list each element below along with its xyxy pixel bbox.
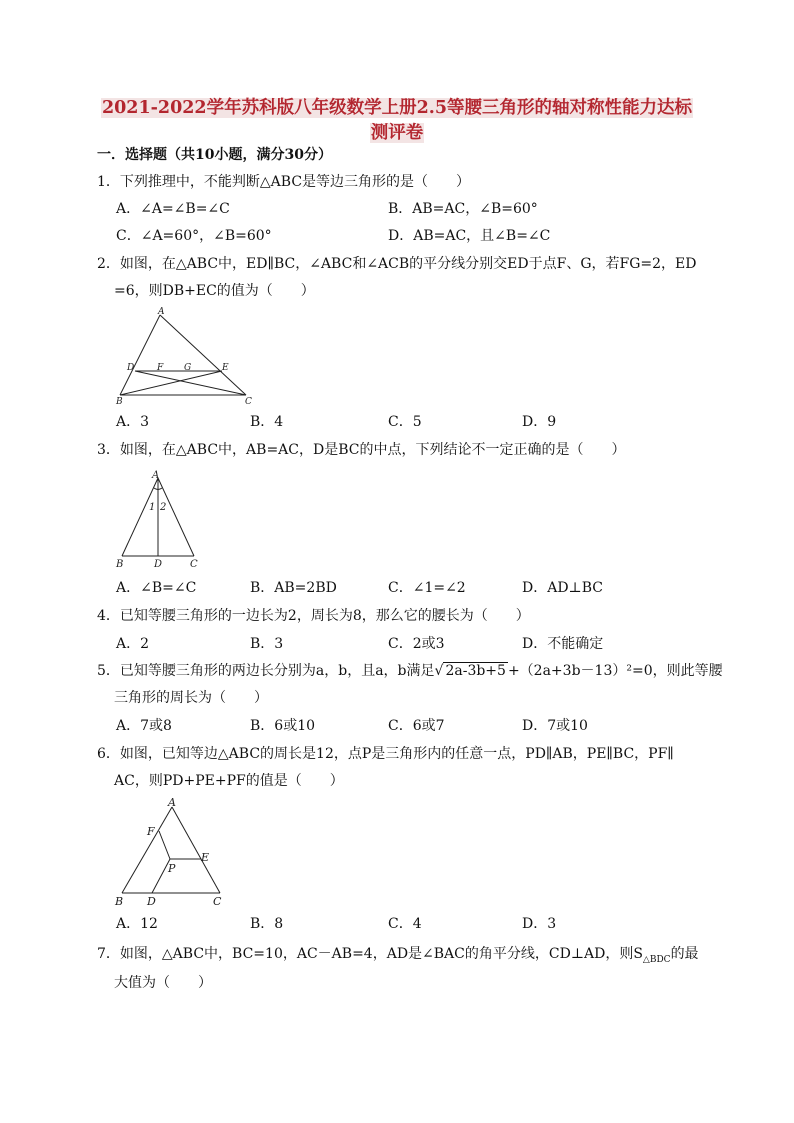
q3-option-c: C．∠1=∠2 (388, 580, 466, 596)
q5-option-d: D．7或10 (522, 718, 588, 734)
q7-subscript: △BDC (642, 954, 671, 965)
q1-option-c: C．∠A=60°，∠B=60° (116, 228, 272, 244)
q5-option-c: C．6或7 (388, 718, 445, 734)
q3-label-2: 2 (160, 502, 167, 513)
q1-option-d: D．AB=AC，且∠B=∠C (388, 228, 551, 244)
question-6-stem-line-1: 6．如图，已知等边△ABC的周长是12，点P是三角形内的任意一点，PD∥AB，PE∥BC，PF∥ (97, 746, 674, 762)
q4-option-d: D．不能确定 (522, 636, 604, 652)
q3-label-1: 1 (149, 502, 156, 513)
title-line-1: 2021-2022学年苏科版八年级数学上册2.5等腰三角形的轴对称性能力达标 (101, 98, 693, 118)
question-1-stem: 1．下列推理中，不能判断△ABC是等边三角形的是（ ） (97, 174, 471, 190)
q5-radicand: 2a-3b+5 (445, 663, 506, 679)
q2-label-d: D (127, 363, 135, 373)
q6-label-c: C (213, 895, 222, 907)
q3-option-a: A．∠B=∠C (116, 580, 197, 596)
q6-triangle-figure (112, 795, 232, 907)
q4-option-a: A．2 (116, 636, 150, 652)
q4-option-b: B．3 (250, 636, 284, 652)
q2-label-b: B (116, 397, 123, 407)
question-3-stem: 3．如图，在△ABC中，AB=AC，D是BC的中点，下列结论不一定正确的是（ ） (97, 442, 626, 458)
q2-option-b: B．4 (250, 414, 284, 430)
q5-option-b: B．6或10 (250, 718, 316, 734)
q3-label-b: B (116, 559, 124, 570)
q1-option-b: B．AB=AC，∠B=60° (388, 201, 538, 217)
question-2-stem-line-1: 2．如图，在△ABC中，ED∥BC，∠ABC和∠ACB的平分线分别交ED于点F、G，若FG=2，ED (97, 256, 697, 272)
q3-label-c: C (190, 559, 198, 570)
q5-option-a: A．7或8 (116, 718, 172, 734)
q1-option-a: A．∠A=∠B=∠C (116, 201, 230, 217)
q7-stem-prefix: 7．如图，△ABC中，BC=10，AC－AB=4，AD是∠BAC的角平分线，CD⊥AD，则S (97, 946, 643, 962)
q5-stem-suffix: +（2a+3b－13）²=0，则此等腰 (507, 663, 723, 679)
q7-stem-suffix: 的最 (670, 946, 699, 962)
q2-label-a: A (158, 307, 165, 317)
q3-label-d: D (154, 559, 163, 570)
q2-label-c: C (245, 397, 252, 407)
q6-label-f: F (147, 825, 155, 838)
section-heading: 一．选择题（共10小题，满分30分） (97, 147, 332, 163)
q2-option-a: A．3 (116, 414, 150, 430)
question-7-stem-line-1 (97, 944, 699, 970)
q5-stem-prefix: 5．已知等腰三角形的两边长分别为a，b，且a，b满足 (97, 663, 435, 679)
q2-option-c: C．5 (388, 414, 422, 430)
q3-label-a: A (152, 470, 160, 481)
q6-label-e: E (201, 851, 210, 864)
document-title (0, 96, 794, 146)
title-line-2: 测评卷 (370, 123, 424, 143)
sqrt-symbol: √ (434, 663, 444, 679)
q6-label-a: A (168, 796, 176, 809)
question-7-stem-line-2: 大值为（ ） (114, 975, 212, 991)
q4-option-c: C．2或3 (388, 636, 445, 652)
q6-label-p: P (168, 862, 176, 875)
q6-option-d: D．3 (522, 916, 557, 932)
q3-option-b: B．AB=2BD (250, 580, 337, 596)
q2-label-f: F (157, 363, 164, 373)
q6-option-c: C．4 (388, 916, 422, 932)
q6-label-b: B (115, 895, 124, 907)
question-6-stem-line-2: AC，则PD+PE+PF的值是（ ） (114, 773, 344, 789)
question-4-stem: 4．已知等腰三角形的一边长为2，周长为8，那么它的腰长为（ ） (97, 608, 530, 624)
question-5-stem-line-2: 三角形的周长为（ ） (114, 690, 268, 706)
q2-option-d: D．9 (522, 414, 557, 430)
q2-label-e: E (222, 363, 229, 373)
q6-label-d: D (147, 895, 156, 907)
q3-option-d: D．AD⊥BC (522, 580, 603, 596)
question-5-stem-line-1 (97, 661, 723, 681)
q3-triangle-figure (112, 466, 202, 570)
q6-option-a: A．12 (116, 916, 158, 932)
q6-option-b: B．8 (250, 916, 284, 932)
question-2-stem-line-2: =6，则DB+EC的值为（ ） (114, 283, 315, 299)
q2-triangle-figure (112, 305, 262, 407)
q2-label-g: G (184, 363, 192, 373)
